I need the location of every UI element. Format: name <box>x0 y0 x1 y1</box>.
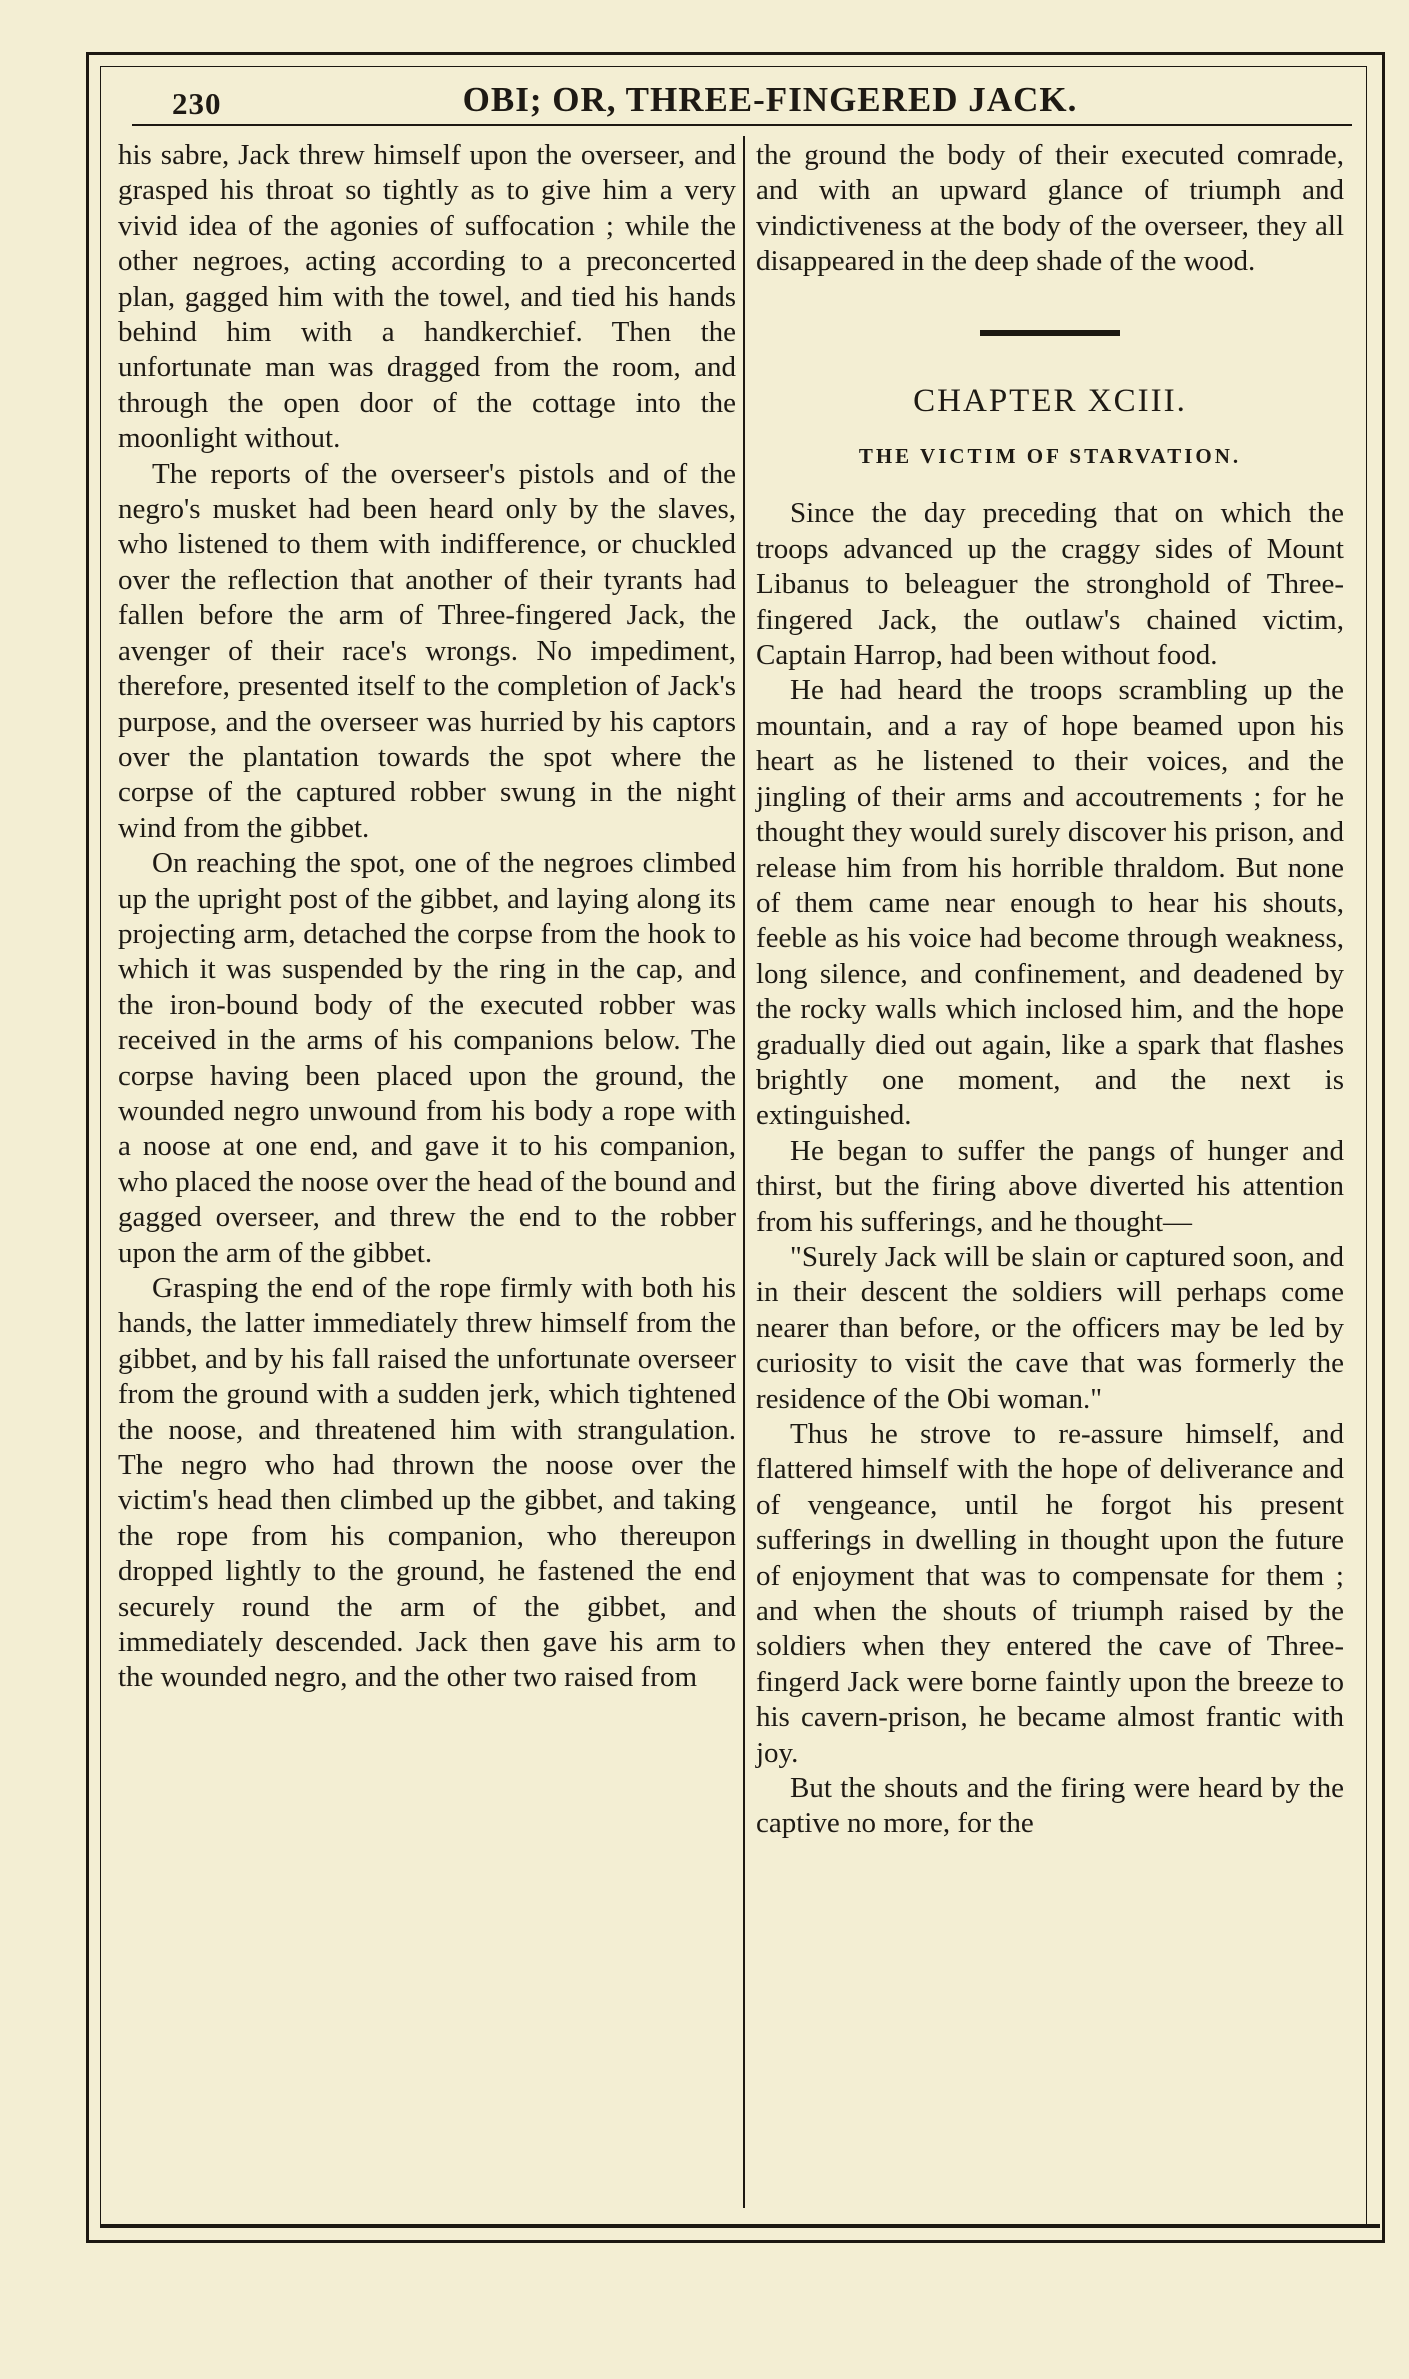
left-paragraph-3: On reaching the spot, one of the negroes climbed up the upright post of the gibbet, and laying along its projecting arm, detached the corpse from the hook to which it was suspended by the ring in the cap, and the iron-bound body of the executed robber was received in the arms of his companions below. The corpse having been placed upon the ground, the wounded negro unwound from his body a rope with a noose at one end, and gave it to his companion, who placed the noose over the head of the bound and gagged overseer, and threw the end to the robber upon the arm of the gibbet. <box>118 847 736 1269</box>
left-column <box>118 138 736 1696</box>
right-paragraph-1: Since the day preceding that on which the troops advanced up the craggy sides of Mount Libanus to beleaguer the stronghold of Three-fingered Jack, the outlaw's chained victim, Captain Harrop, had been without food. <box>756 497 1344 672</box>
running-title: OBI; OR, THREE-FINGERED JACK. <box>462 80 1078 119</box>
right-paragraph-3: He began to suffer the pangs of hunger and thirst, but the firing above diverted his attention from his sufferings, and he thought— <box>756 1134 1344 1238</box>
right-paragraph-2: He had heard the troops scrambling up the mountain, and a ray of hope beamed upon his heart as he listened to their voices, and the jingling of their arms and accoutrements ; for he thought they would surely discover his prison, and release him from his horrible thraldom. But none of them came near enough to hear his shouts, feeble as his voice had become through weakness, long silence, and confinement, and deadened by the rocky walls which inclosed him, and the hope gradually died out again, like a spark that flashes brightly one moment, and the next is extinguished. <box>756 674 1344 1132</box>
page-number: 230 <box>172 86 222 121</box>
left-paragraph-1: his sabre, Jack threw himself upon the overseer, and grasped his throat so tightly as to give him a very vivid idea of the agonies of suffocation ; while the other negroes, acting according to a preconcerted plan, gagged him with the towel, and tied his hands behind him with a handkerchief. Then the unfortunate man was dragged from the room, and through the open door of the cottage into the moonlight without. <box>118 139 736 455</box>
bottom-rule <box>100 2224 1380 2228</box>
chapter-title: CHAPTER XCIII. <box>913 382 1187 419</box>
left-paragraph-4: Grasping the end of the rope firmly with both his hands, the latter immediately threw himself from the gibbet, and by his fall raised the unfortunate overseer from the ground with a sudden jerk, which tightened the noose, and threatened him with strangulation. The negro who had thrown the noose over the victim's head then climbed up the gibbet, and taking the rope from his companion, who thereupon dropped lightly to the ground, he fastened the end securely round the arm of the gibbet, and immediately descended. Jack then gave his arm to the wounded negro, and the other two raised from <box>118 1272 736 1694</box>
right-continuation: the ground the body of their executed comrade, and with an upward glance of triumph and vindictiveness at the body of the overseer, they all disappeared in the deep shade of the wood. <box>756 139 1344 278</box>
left-paragraph-2: The reports of the overseer's pistols and of the negro's musket had been heard only by the slaves, who listened to them with indifference, or chuckled over the reflection that another of their tyrants had fallen before the arm of Three-fingered Jack, the avenger of their race's wrongs. No impediment, therefore, presented itself to the completion of Jack's purpose, and the overseer was hurried by his captors over the plantation towards the spot where the corpse of the captured robber swung in the night wind from the gibbet. <box>118 457 736 844</box>
chapter-subtitle: THE VICTIM OF STARVATION. <box>858 444 1242 469</box>
right-paragraph-4: "Surely Jack will be slain or captured soon, and in their descent the soldiers will perhaps come nearer than before, or the officers may be led by curiosity to visit the cave that was formerly the residence of the Obi woman." <box>756 1240 1344 1415</box>
right-column <box>756 138 1344 1842</box>
right-paragraph-5: Thus he strove to re-assure himself, and flattered himself with the hope of deliverance and of vengeance, until he forgot his present sufferings in dwelling in thought upon the future of enjoyment that was to compensate for them ; and when the shouts of triumph raised by the soldiers when they entered the cave of Three-fingerd Jack were borne faintly upon the breeze to his cavern-prison, he became almost frantic with joy. <box>756 1418 1344 1769</box>
right-paragraph-6: But the shouts and the firing were heard by the captive no more, for the <box>756 1772 1344 1840</box>
section-ornament <box>980 330 1120 336</box>
column-divider <box>743 136 745 2208</box>
header-rule <box>132 124 1352 126</box>
